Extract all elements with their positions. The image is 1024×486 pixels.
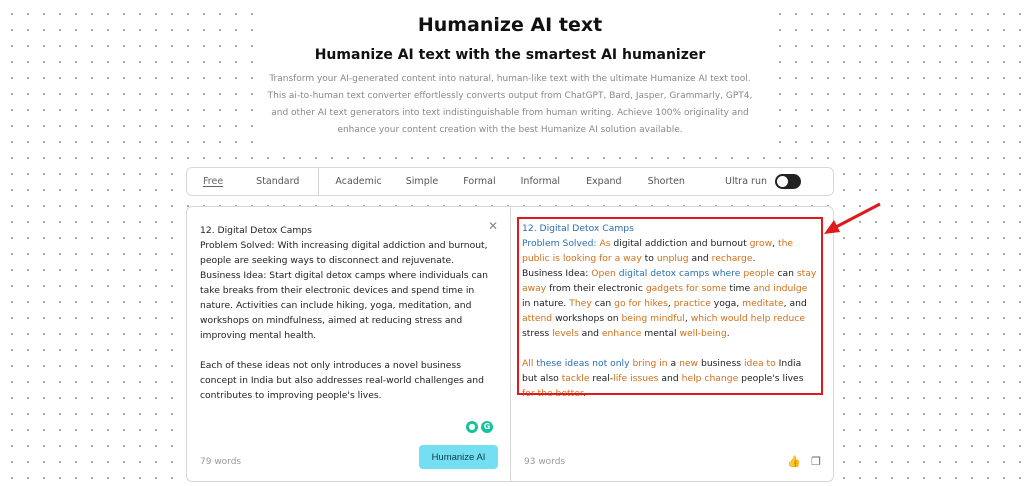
text-segment: yoga, bbox=[710, 298, 743, 309]
rewritten-segment: grow bbox=[749, 238, 773, 249]
text-segment: a bbox=[667, 358, 680, 369]
rewritten-segment: gadgets for some bbox=[645, 283, 727, 294]
text-segment: . bbox=[752, 253, 756, 264]
text-segment: in nature. bbox=[522, 298, 570, 309]
text-segment: Business Idea: bbox=[522, 268, 592, 279]
rewritten-segment: recharge bbox=[711, 253, 753, 264]
page-title: Humanize AI text bbox=[417, 14, 603, 36]
input-textarea[interactable] bbox=[200, 223, 500, 403]
text-segment: India but also bbox=[522, 358, 802, 384]
copy-icon[interactable]: ❐ bbox=[811, 455, 821, 468]
text-segment: and bbox=[658, 373, 682, 384]
mode-toolbar bbox=[186, 167, 834, 196]
text-segment: can bbox=[591, 298, 615, 309]
rewritten-segment: meditate bbox=[742, 298, 784, 309]
text-segment: , bbox=[684, 313, 691, 324]
mode-informal[interactable]: Informal bbox=[520, 176, 561, 187]
rewritten-segment: digital detox camps where bbox=[618, 268, 741, 279]
page-header bbox=[255, 8, 765, 143]
mode-formal[interactable]: Formal bbox=[463, 176, 496, 187]
ultra-run-control bbox=[725, 174, 801, 189]
rewritten-segment: stay away bbox=[522, 268, 817, 294]
mode-expand[interactable]: Expand bbox=[586, 176, 622, 187]
input-paragraph: 12. Digital Detox Camps bbox=[200, 225, 312, 236]
rewritten-segment: practice bbox=[673, 298, 711, 309]
text-segment: stress bbox=[522, 328, 553, 339]
humanize-button[interactable]: Humanize AI bbox=[419, 445, 498, 469]
rewritten-segment: 12. Digital Detox Camps bbox=[522, 223, 634, 234]
output-paragraph bbox=[522, 236, 818, 266]
rewritten-segment: bring in bbox=[632, 358, 668, 369]
text-segment: can bbox=[774, 268, 797, 279]
rewritten-segment: the public is looking for a way bbox=[522, 238, 794, 264]
input-paragraph: Each of these ideas not only introduces a novel business concept in India but also addresses real-world challenges and contributes to improving people's lives. bbox=[200, 360, 484, 401]
output-paragraph bbox=[522, 356, 818, 401]
ultra-run-label: Ultra run bbox=[724, 176, 767, 187]
text-segment: people's lives bbox=[738, 373, 804, 384]
text-segment: , bbox=[772, 238, 778, 249]
text-segment: to bbox=[641, 253, 657, 264]
rewritten-segment: tackle bbox=[561, 373, 590, 384]
text-segment: from their electronic bbox=[546, 283, 646, 294]
page-description: Transform your AI-generated content into natural, human-like text with the ultimate Humanize AI text tool. This ai-to-human text converter effortlessly converts output from ChatGPT, Bard, Jasper, Grammarly, GPT4, and other AI text generators into text indistinguishable from human writing. Achieve 100% originality and enhance your content creation with the best Humanize AI solution available. bbox=[267, 74, 753, 135]
text-segment: time bbox=[726, 283, 754, 294]
rewritten-segment: which would help reduce bbox=[690, 313, 806, 324]
text-segment: . bbox=[726, 328, 730, 339]
input-word-count: 79 words bbox=[200, 457, 242, 467]
toggle-knob bbox=[777, 176, 788, 187]
text-segment: digital addiction and burnout bbox=[610, 238, 750, 249]
text-segment: and bbox=[688, 253, 712, 264]
output-actions bbox=[787, 455, 821, 468]
output-word-count: 93 words bbox=[524, 457, 566, 467]
rewritten-segment: attend bbox=[522, 313, 553, 324]
close-icon[interactable]: ✕ bbox=[487, 219, 498, 233]
rewritten-segment: people bbox=[743, 268, 775, 279]
rewritten-segment: Problem Solved: bbox=[522, 238, 600, 249]
input-pane bbox=[187, 207, 511, 481]
mode-standard[interactable]: Standard bbox=[256, 176, 300, 187]
mode-shorten[interactable]: Shorten bbox=[647, 176, 685, 187]
mode-free[interactable]: Free bbox=[203, 176, 224, 187]
mode-academic[interactable]: Academic bbox=[335, 176, 382, 187]
rewritten-segment: enhance bbox=[601, 328, 642, 339]
rewritten-segment: help change bbox=[681, 373, 739, 384]
rewritten-segment: go for hikes bbox=[614, 298, 668, 309]
rewritten-segment: new bbox=[679, 358, 699, 369]
output-paragraph bbox=[522, 221, 818, 236]
paragraph-gap bbox=[200, 343, 500, 358]
paragraph-gap bbox=[522, 341, 818, 356]
input-paragraph: Business Idea: Start digital detox camps where individuals can take breaks from their electronic devices and spend time in nature. Activities can include hiking, yoga, meditation, and workshops on mindfulness, aimed at reducing stress and improving mental health. bbox=[200, 270, 489, 341]
rewritten-segment: levels bbox=[552, 328, 579, 339]
rewritten-segment: life issues bbox=[613, 373, 659, 384]
output-text bbox=[522, 221, 818, 401]
ultra-run-toggle[interactable] bbox=[775, 174, 801, 189]
page-subtitle: Humanize AI text with the smartest AI humanizer bbox=[314, 47, 706, 63]
text-segment: workshops on bbox=[552, 313, 622, 324]
text-segment: , and bbox=[783, 298, 807, 309]
rewritten-segment: Open bbox=[591, 268, 616, 279]
rewritten-segment: unplug bbox=[656, 253, 689, 264]
text-segment: real- bbox=[589, 373, 614, 384]
rewritten-segment: As bbox=[599, 238, 611, 249]
bulb-icon[interactable]: ● bbox=[466, 421, 478, 433]
toolbar-divider bbox=[318, 168, 319, 196]
mode-simple[interactable]: Simple bbox=[405, 176, 439, 187]
rewritten-segment: being mindful bbox=[621, 313, 685, 324]
rewritten-segment: They bbox=[569, 298, 592, 309]
output-pane bbox=[511, 207, 833, 481]
text-segment: mental bbox=[641, 328, 680, 339]
text-segment: and bbox=[578, 328, 602, 339]
grammarly-icon[interactable]: G bbox=[481, 421, 493, 433]
text-segment: business bbox=[698, 358, 744, 369]
input-paragraph: Problem Solved: With increasing digital addiction and burnout, people are seeking ways to disconnect and rejuvenate. bbox=[200, 240, 488, 266]
feedback-icon[interactable]: 👍 bbox=[787, 455, 802, 468]
annotation-arrow-icon bbox=[820, 198, 882, 238]
rewritten-segment: idea to bbox=[743, 358, 776, 369]
text-segment: . bbox=[582, 388, 586, 399]
rewritten-segment: for the better bbox=[522, 388, 583, 399]
grammarly-icons bbox=[466, 421, 493, 433]
editor-panels bbox=[186, 206, 834, 482]
rewritten-segment: these ideas not only bbox=[536, 358, 630, 369]
rewritten-segment: and indulge bbox=[753, 283, 808, 294]
rewritten-segment: well-being bbox=[679, 328, 727, 339]
text-segment: , bbox=[667, 298, 674, 309]
rewritten-segment: All bbox=[522, 358, 534, 369]
output-paragraph bbox=[522, 266, 818, 341]
